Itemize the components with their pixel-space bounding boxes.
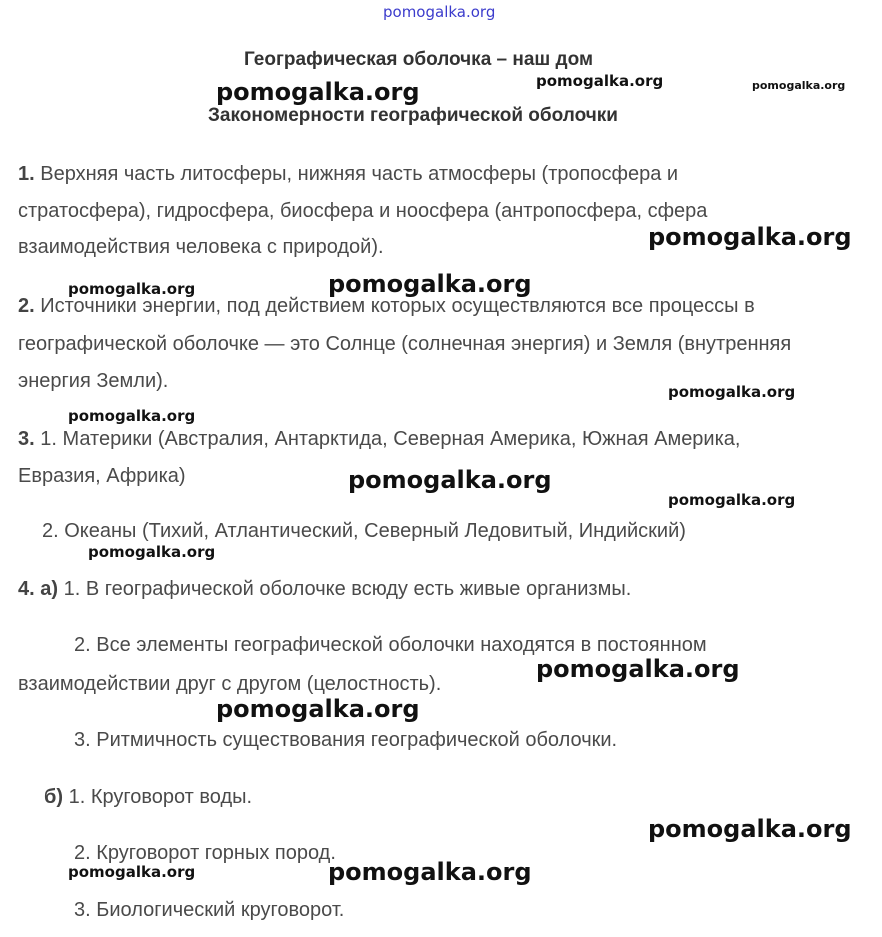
answer-4b-line-2: 2. Круговорот горных пород.: [74, 842, 336, 864]
answer-1-line-2: стратосфера), гидросфера, биосфера и ноосфера (антропосфера, сфера: [18, 200, 708, 222]
watermark: pomogalka.org: [216, 78, 420, 106]
answer-1-number: 1.: [18, 163, 35, 185]
answer-4-number: 4.: [18, 578, 35, 600]
answer-3-line-3: 2. Океаны (Тихий, Атлантический, Северный Ледовитый, Индийский): [42, 520, 686, 542]
answer-2-number: 2.: [18, 295, 35, 317]
answer-2-line-1: 2. Источники энергии, под действием которых осуществляются все процессы в: [18, 295, 755, 317]
watermark: pomogalka.org: [68, 407, 196, 425]
answer-3-line-1: 3. 1. Материки (Австралия, Антарктида, Северная Америка, Южная Америка,: [18, 428, 741, 450]
watermark: pomogalka.org: [752, 79, 846, 92]
answer-4a-line-3: взаимодействии друг с другом (целостность).: [18, 673, 442, 695]
header-watermark: pomogalka.org: [383, 3, 496, 21]
watermark: pomogalka.org: [536, 655, 740, 683]
watermark: pomogalka.org: [348, 466, 552, 494]
watermark: pomogalka.org: [68, 280, 196, 298]
watermark: pomogalka.org: [668, 491, 796, 509]
watermark: pomogalka.org: [648, 223, 852, 251]
watermark: pomogalka.org: [536, 72, 664, 90]
answer-4b-line-1: б) 1. Круговорот воды.: [44, 786, 253, 808]
watermark: pomogalka.org: [328, 270, 532, 298]
answer-1-line-1: 1. Верхняя часть литосферы, нижняя часть атмосферы (тропосфера и: [18, 163, 679, 185]
answer-2-line-2: географической оболочке — это Солнце (солнечная энергия) и Земля (внутренняя: [18, 333, 792, 355]
watermark: pomogalka.org: [216, 695, 420, 723]
answer-1-line-3: взаимодействия человека с природой).: [18, 236, 384, 258]
answer-4a-line-2: 2. Все элементы географической оболочки находятся в постоянном: [74, 634, 707, 656]
answer-4b-line-3: 3. Биологический круговорот.: [74, 899, 345, 921]
answer-4a-line-4: 3. Ритмичность существования географической оболочки.: [74, 729, 618, 751]
page-title: Географическая оболочка – наш дом: [244, 49, 594, 70]
watermark: pomogalka.org: [668, 383, 796, 401]
answer-4-part-b-label: б): [44, 786, 64, 808]
page-subtitle: Закономерности географической оболочки: [208, 105, 618, 126]
answer-4-line-1: 4. а) 1. В географической оболочке всюду есть живые организмы.: [18, 578, 632, 600]
watermark: pomogalka.org: [68, 863, 196, 881]
answer-3-line-2: Евразия, Африка): [18, 465, 186, 487]
answer-2-line-3: энергия Земли).: [18, 370, 169, 392]
watermark: pomogalka.org: [648, 815, 852, 843]
answer-3-number: 3.: [18, 428, 35, 450]
watermark: pomogalka.org: [88, 543, 216, 561]
answer-4-part-a-label: а): [40, 578, 59, 600]
watermark: pomogalka.org: [328, 858, 532, 886]
